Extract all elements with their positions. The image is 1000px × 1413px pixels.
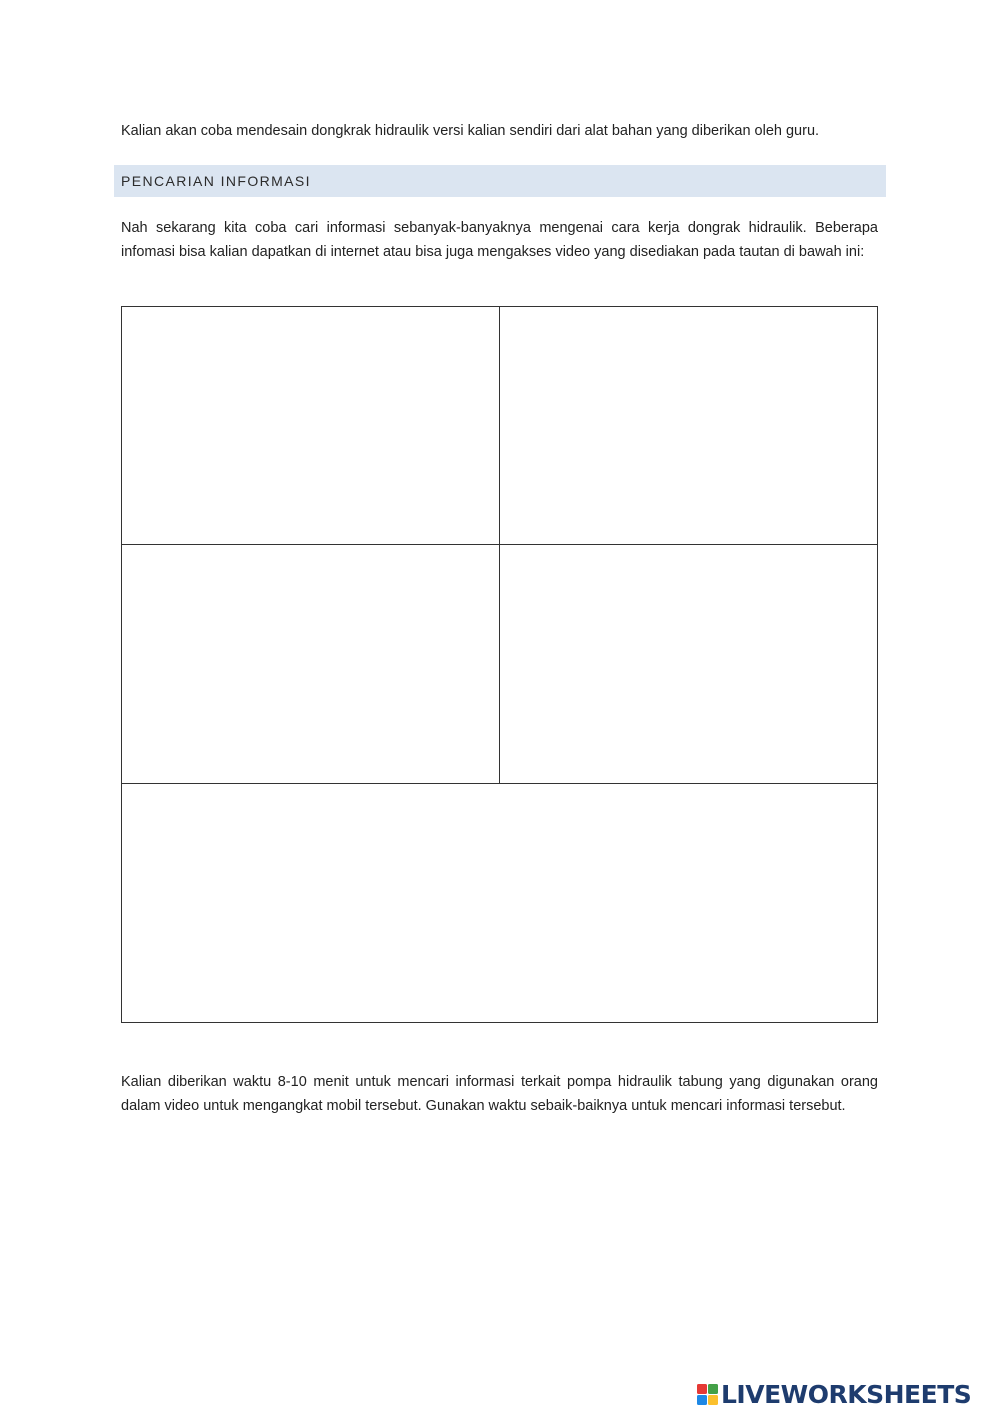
intro-text: Kalian akan coba mendesain dongkrak hidraulik versi kalian sendiri dari alat bahan yang diberikan oleh guru. [121, 123, 820, 139]
liveworksheets-logo [697, 1379, 971, 1411]
section-header [114, 165, 886, 197]
info-paragraph: Nah sekarang kita coba cari informasi sebanyak-banyaknya mengenai cara kerja dongrak hidraulik. Beberapa infomasi bisa kalian dapatkan di internet atau bisa juga mengakses video yang disediakan pada tautan di bawah ini: [121, 220, 878, 260]
answer-box-middle-right[interactable] [500, 545, 877, 784]
time-paragraph: Kalian diberikan waktu 8-10 menit untuk mencari informasi terkait pompa hidraulik tabung yang digunakan orang dalam video untuk mengangkat mobil tersebut. Gunakan waktu sebaik-baiknya untuk mencari informasi tersebut. [121, 1074, 878, 1114]
answer-box-top-left[interactable] [122, 307, 500, 545]
answer-box-top-right[interactable] [500, 307, 877, 545]
answer-grid [121, 306, 878, 1023]
logo-text: LIVEWORKSHEETS [721, 1380, 972, 1409]
liveworksheets-logo-icon [697, 1383, 719, 1407]
section-title: PENCARIAN INFORMASI [121, 173, 311, 189]
answer-box-bottom[interactable] [122, 784, 877, 1022]
answer-box-middle-left[interactable] [122, 545, 500, 784]
